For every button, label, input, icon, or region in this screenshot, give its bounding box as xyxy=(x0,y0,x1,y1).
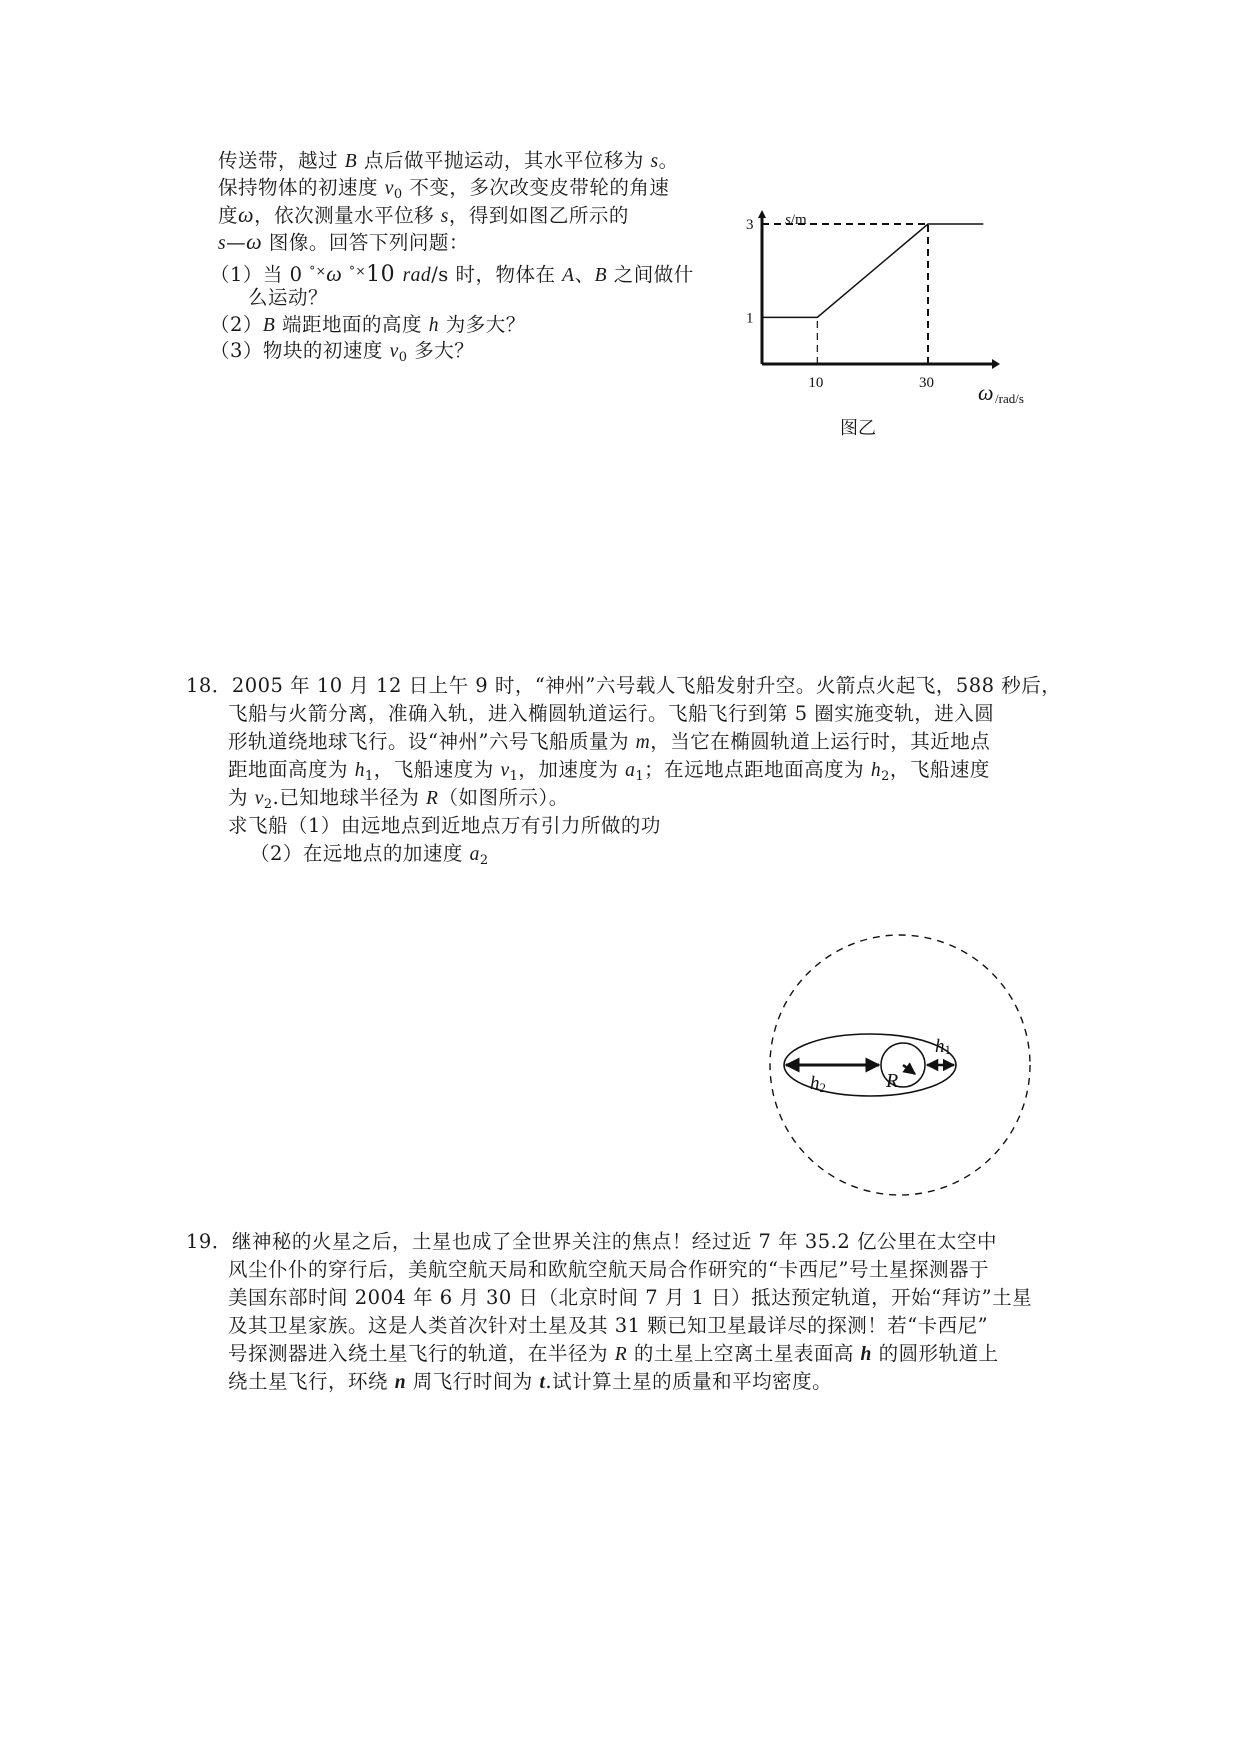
x-tick-label: 30 xyxy=(919,375,934,391)
subscript: 1 xyxy=(635,769,645,784)
text: （3）物块的初速度 xyxy=(210,339,390,362)
var-omega: ω xyxy=(238,202,255,227)
var-h: h xyxy=(870,760,882,781)
q19-line-3: 美国东部时间 2004 年 6 月 30 日（北京时间 7 月 1 日）抵达预定轨道，开始“拜访”土星 xyxy=(228,1286,1033,1309)
y-axis-label: s/m xyxy=(785,212,807,228)
var-s: s xyxy=(218,233,227,254)
series-line xyxy=(762,224,983,317)
text: 端距地面的高度 xyxy=(275,313,429,336)
subscript: 0 xyxy=(393,187,403,202)
text: 为 xyxy=(228,786,255,809)
var-t: t xyxy=(539,1372,546,1393)
text: 多大？ xyxy=(407,339,475,362)
q18-line-4 xyxy=(228,757,990,784)
q19-line-5 xyxy=(228,1341,999,1368)
var-omega: ω xyxy=(326,261,343,286)
var-B: B xyxy=(344,151,358,172)
radius-arrow xyxy=(903,1065,915,1074)
q18-line-6: 求飞船（1）由远地点到近地点万有引力所做的功 xyxy=(228,814,661,837)
q19-line-1 xyxy=(186,1229,997,1255)
s-omega-chart xyxy=(700,200,1024,440)
var-A: A xyxy=(562,265,575,286)
x-tick-label: 10 xyxy=(808,375,824,391)
subscript: 1 xyxy=(364,769,374,784)
text: （2）在远地点的加速度 xyxy=(250,842,470,865)
subscript: 2 xyxy=(263,797,273,812)
text: （1）当 0 xyxy=(210,263,310,286)
question-number: 19． xyxy=(186,1230,232,1253)
text: ，加速度为 xyxy=(518,758,626,781)
q17-sub-question-3 xyxy=(210,338,474,365)
subscript: 2 xyxy=(881,769,890,784)
text: .已知地球半径为 xyxy=(272,786,427,809)
text: 传送带，越过 xyxy=(218,149,345,172)
q19-line-6 xyxy=(228,1369,832,1396)
question-number: 18． xyxy=(186,674,232,697)
var-m: m xyxy=(635,732,651,753)
q17-line-2 xyxy=(218,175,669,202)
text: 的土星上空离土星表面高 xyxy=(627,1342,861,1365)
subscript: 1 xyxy=(509,769,519,784)
var-h: h xyxy=(354,760,365,781)
label-R: R xyxy=(886,1070,899,1092)
label-h2: h2 xyxy=(810,1073,826,1095)
text: 点后做平抛运动，其水平位移为 xyxy=(357,149,651,172)
text: 之间做什 xyxy=(607,263,694,286)
text: 形轨道绕地球飞行。设“神州”六号飞船质量为 xyxy=(228,730,636,753)
text: （2） xyxy=(210,313,263,336)
q17-line-3 xyxy=(218,202,629,230)
var-R: R xyxy=(426,788,439,809)
q18-line-3 xyxy=(228,729,990,756)
subscript: 0 xyxy=(398,350,408,365)
text: 10 xyxy=(366,262,403,287)
var-s: s xyxy=(650,151,659,172)
text: .试计算土星的质量和平均密度。 xyxy=(545,1370,833,1393)
unit-rad: rad xyxy=(402,265,432,286)
y-axis-arrow xyxy=(758,210,766,218)
text: 绕土星飞行，环绕 xyxy=(228,1370,395,1393)
var-v: v xyxy=(254,788,264,809)
text: ，飞船速度为 xyxy=(373,758,501,781)
var-v: v xyxy=(389,341,399,362)
q17-sub-question-1-cont: 么运动？ xyxy=(248,286,329,309)
var-B: B xyxy=(594,265,608,286)
orbit-diagram xyxy=(770,925,1030,1215)
q19-line-4: 及其卫星家族。这是人类首次针对土星及其 31 颗已知卫星最详尽的探测！若“卡西尼” xyxy=(228,1314,989,1337)
text: 、 xyxy=(574,263,595,286)
text: — xyxy=(226,231,247,254)
q17-sub-question-2 xyxy=(210,312,526,339)
q18-line-1 xyxy=(186,673,1061,699)
subscript: 2 xyxy=(479,853,489,868)
var-R: R xyxy=(614,1344,628,1365)
var-h: h xyxy=(428,315,439,336)
var-omega: ω xyxy=(246,229,263,254)
text: 继神秘的火星之后，土星也成了全世界关注的焦点！经过近 7 年 35.2 亿公里在太空中 xyxy=(231,1230,997,1253)
y-tick-label: 1 xyxy=(746,310,754,327)
chart-series xyxy=(762,224,983,317)
var-B: B xyxy=(262,315,276,336)
text: 为多大？ xyxy=(439,313,526,336)
text: ，得到如图乙所示的 xyxy=(448,204,629,227)
var-h: h xyxy=(860,1344,872,1365)
text: 周飞行时间为 xyxy=(406,1370,540,1393)
var-v: v xyxy=(384,178,394,199)
text: ，依次测量水平位移 xyxy=(254,204,441,227)
text: ；在远地点距地面高度为 xyxy=(644,758,871,781)
x-axis-symbol: ω xyxy=(978,380,994,405)
text: 度 xyxy=(218,204,239,227)
x-axis-unit: /rad/s xyxy=(995,391,1024,406)
garbled-symbol: °× xyxy=(349,264,367,278)
chart-axes xyxy=(758,210,1000,369)
chart-title: 图乙 xyxy=(840,418,876,438)
q19-line-2: 风尘仆仆的穿行后，美航空航天局和欧航空航天局合作研究的“卡西尼”号土星探测器于 xyxy=(228,1258,989,1281)
text: 。 xyxy=(658,149,679,172)
text: ，当它在椭圆轨道上运行时，其近地点 xyxy=(650,730,991,753)
text: 号探测器进入绕土星飞行的轨道，在半径为 xyxy=(228,1342,615,1365)
text: 保持物体的初速度 xyxy=(218,176,385,199)
y-tick-label: 3 xyxy=(746,217,754,233)
text: （如图所示）。 xyxy=(438,786,569,809)
text: ，飞船速度 xyxy=(889,758,990,781)
text: /s 时，物体在 xyxy=(431,263,563,286)
label-h1: h1 xyxy=(935,1036,951,1057)
text: 2005 年 10 月 12 日上午 9 时，“神州”六号载人飞船发射升空。火箭点火起飞，588 秒后， xyxy=(231,674,1062,697)
q18-line-5 xyxy=(228,785,569,812)
var-n: n xyxy=(394,1372,407,1393)
text: 不变，多次改变皮带轮的角速 xyxy=(402,176,670,199)
var-v: v xyxy=(500,760,510,781)
var-s: s xyxy=(440,206,449,227)
text: 图像。回答下列问题： xyxy=(262,231,469,254)
var-a: a xyxy=(469,844,480,865)
q18-line-2: 飞船与火箭分离，准确入轨，进入椭圆轨道运行。飞船飞行到第 5 圈实施变轨，进入圆 xyxy=(228,702,995,725)
q18-line-7 xyxy=(250,841,489,868)
text: 的圆形轨道上 xyxy=(871,1342,999,1365)
q17-line-1 xyxy=(218,148,679,175)
q17-line-4 xyxy=(218,229,469,257)
var-a: a xyxy=(625,760,636,781)
x-axis-arrow xyxy=(992,359,1000,369)
garbled-symbol: °× xyxy=(309,264,327,278)
text: 距地面高度为 xyxy=(228,758,355,781)
